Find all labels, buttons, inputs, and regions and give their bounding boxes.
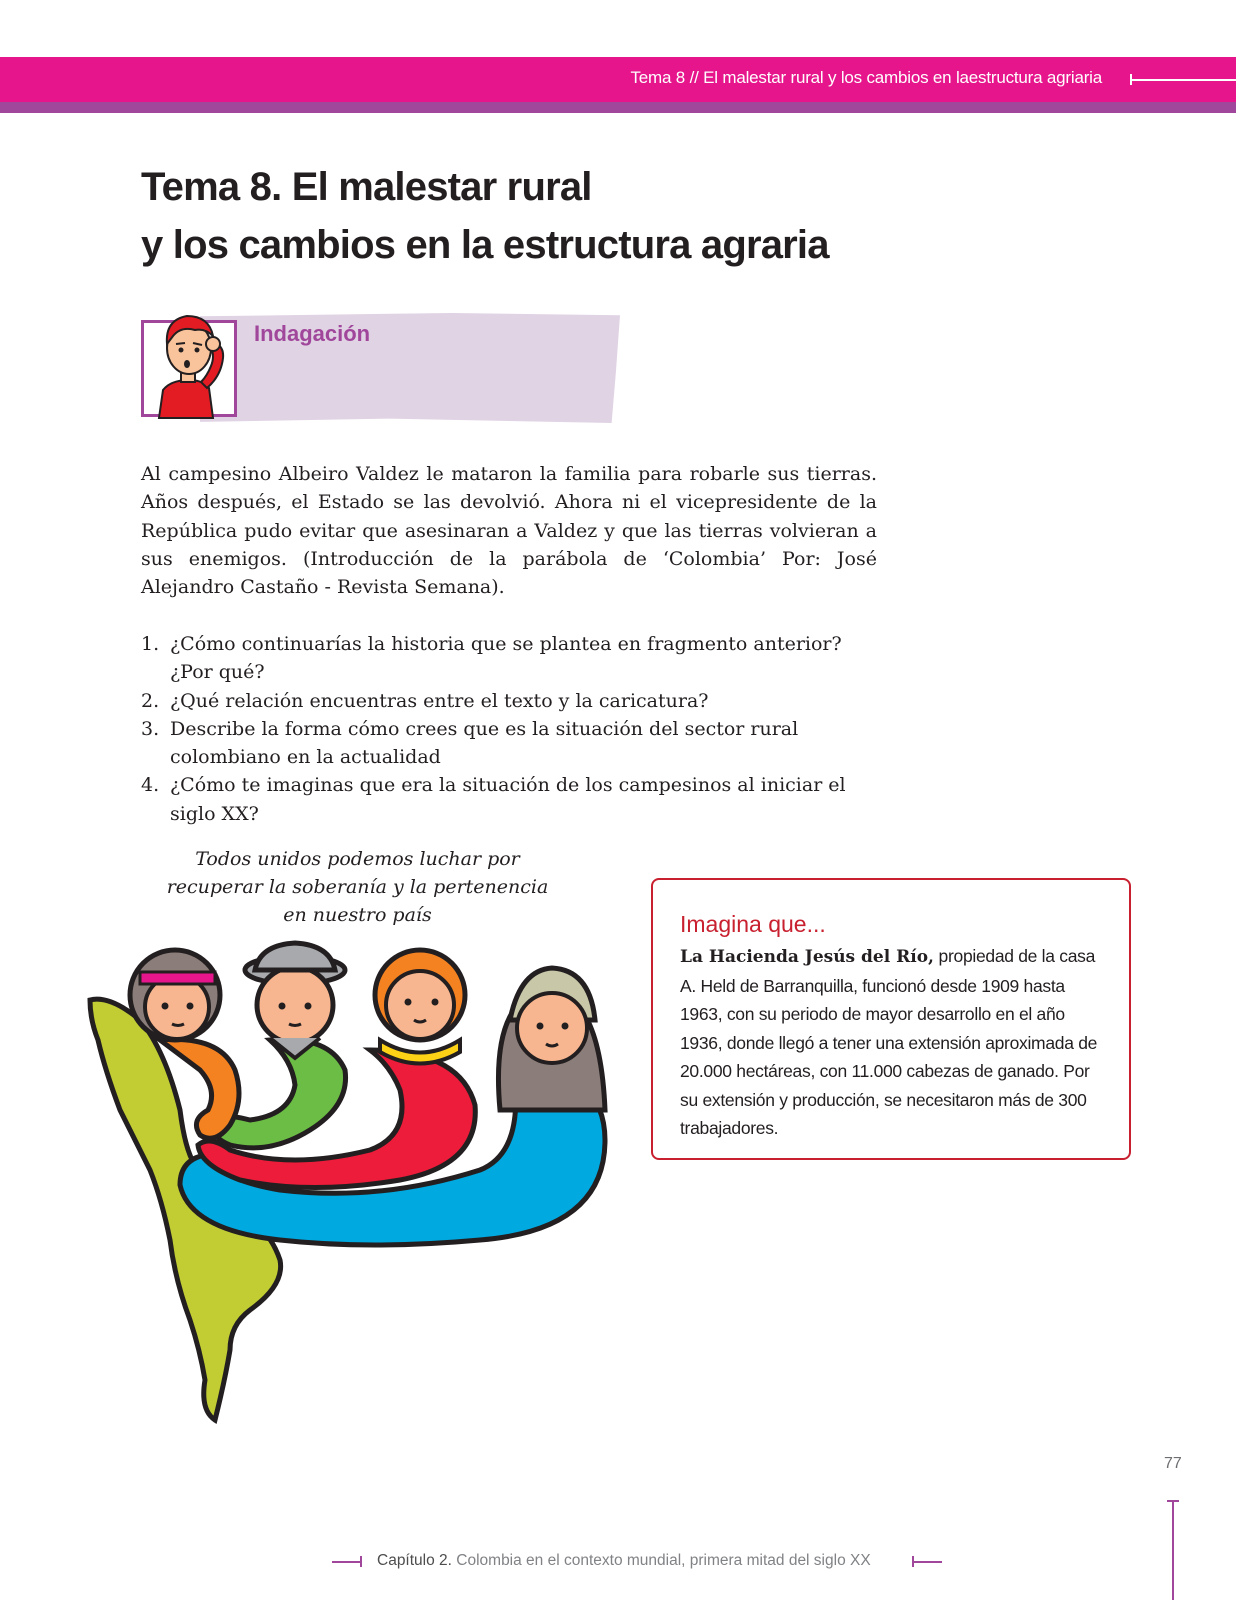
intro-paragraph: Al campesino Albeiro Valdez le mataron la familia para robarle sus tierras. Años después, el Estado se las devolvió. Ahora ni el vicepresidente de la República pudo evitar que asesinaran a Valdez y que las tierras volvieran a sus enemigos. (Introducción de la parábola de ‘Colombia’ Por: José Alejandro Castaño - Revista Semana). [141,463,877,599]
cartoon-caption-line-1: Todos unidos podemos luchar por [195,848,520,870]
question-number: 3. [141,717,160,740]
list-item [141,715,881,772]
page-vertical-rule [1172,1500,1174,1600]
page-title-line-2: y los cambios en la estructura agraria [141,223,829,267]
question-list [141,630,881,828]
page-number: 77 [1164,1455,1182,1472]
footer-right-rule [912,1561,942,1563]
question-text: ¿Qué relación encuentras entre el texto y la caricatura? [170,689,709,712]
imagina-text: propiedad de la casa A. Held de Barranquilla, funcionó desde 1909 hasta 1963, con su periodo de mayor desarrollo en el año 1936, donde llegó a tener una extensión aproximada de 20.000 hectáreas, con 11.000 cabezas de ganado. Por su extensión y producción, se necesitaron más de 300 trabajadores. [680,946,1098,1138]
cartoon-caption-line-3: en nuestro país [283,904,432,926]
cartoon-caption [165,845,550,929]
question-text: ¿Cómo te imaginas que era la situación de los campesinos al iniciar el siglo XX? [170,774,846,825]
question-text: Describe la forma cómo crees que es la situación del sector rural colombiano en la actualidad [170,717,799,769]
imagina-lead: La Hacienda Jesús del Río, [680,947,934,967]
footer-left-rule [332,1561,362,1563]
footer-chapter-label: Capítulo 2. [377,1552,452,1569]
page-title-line-1: Tema 8. El malestar rural [141,165,592,209]
header-rule [1130,79,1236,81]
list-item [141,630,881,687]
footer-left-tick [360,1556,362,1567]
imagina-body [680,942,1108,1143]
question-number: 4. [141,774,160,797]
thinking-boy-icon [141,306,241,418]
question-number: 1. [141,633,160,655]
footer-chapter [377,1552,871,1570]
list-item [141,771,881,828]
indagacion-label: Indagación [254,321,371,346]
question-number: 2. [141,689,160,712]
cartoon-caption-line-2: recuperar la soberanía y la pertenencia [166,876,549,898]
header-rule-tick [1130,74,1132,85]
page-title [141,158,829,274]
list-item [141,687,881,715]
running-header: Tema 8 // El malestar rural y los cambios en laestructura agriaria [630,68,1102,87]
question-text: ¿Cómo continuarías la historia que se plantea en fragmento anterior? ¿Por qué? [170,633,842,684]
imagina-title: Imagina que... [680,911,826,937]
header-band-accent [0,102,1236,113]
cartoon-illustration [80,940,640,1430]
footer-chapter-title: Colombia en el contexto mundial, primera mitad del siglo XX [451,1552,871,1569]
footer-right-tick [912,1556,914,1567]
